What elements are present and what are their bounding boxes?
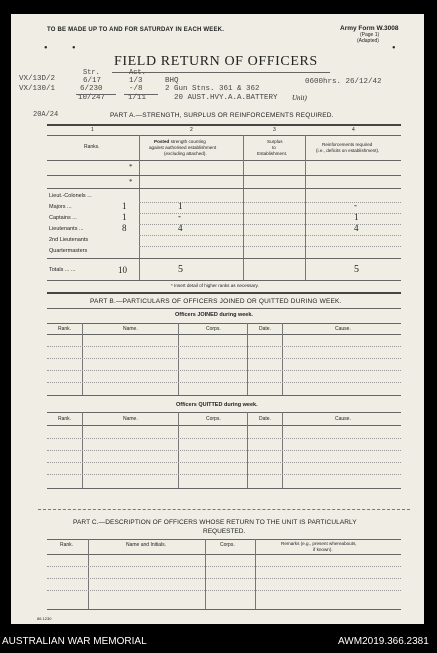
str-value-2: 6/230 bbox=[80, 85, 103, 93]
captains-reinforcements: 1 bbox=[354, 212, 359, 222]
part-c-top-rule bbox=[47, 539, 401, 540]
joined-header-date: Date. bbox=[259, 326, 271, 332]
col-number-1: 1 bbox=[91, 127, 94, 133]
str-underline bbox=[76, 94, 116, 95]
joined-header-top-rule bbox=[47, 323, 401, 324]
act-underline bbox=[124, 94, 158, 95]
part-c-header-bottom-rule bbox=[47, 554, 401, 555]
totals-reinforcements: 5 bbox=[354, 264, 359, 275]
joined-header-name: Name. bbox=[123, 326, 138, 332]
header-surplus-2: to bbox=[272, 145, 276, 150]
part-a-title: PART A.—STRENGTH, SURPLUS OR REINFORCEMENTS REQUIRED. bbox=[110, 112, 334, 119]
quitted-row-rule bbox=[47, 450, 401, 451]
rank-lieutenants: Lieutenants ... bbox=[49, 226, 84, 232]
col-number-2: 2 bbox=[190, 127, 193, 133]
joined-header-rank: Rank. bbox=[58, 326, 72, 332]
adapted-note: (Adapted) bbox=[357, 38, 379, 44]
col-number-3: 3 bbox=[273, 127, 276, 133]
quitted-title: Officers QUITTED during week. bbox=[176, 402, 258, 408]
captains-establishment: 1 bbox=[122, 212, 127, 222]
rank-majors: Majors ... bbox=[49, 204, 72, 210]
part-c-title-2: REQUESTED. bbox=[203, 528, 246, 535]
print-reference: 86 1230 bbox=[37, 616, 52, 621]
part-c-row-rule bbox=[47, 578, 401, 579]
punch-hole-right: • bbox=[392, 43, 396, 54]
joined-col-divider bbox=[82, 323, 83, 395]
majors-posted: 1 bbox=[178, 201, 183, 211]
totals-top-rule bbox=[47, 258, 401, 259]
header-posted-2: against authorised establishment bbox=[149, 145, 217, 150]
punch-hole-left: • bbox=[44, 43, 48, 54]
joined-row-rule bbox=[47, 346, 401, 347]
lieutenants-posted: 4 bbox=[178, 223, 183, 233]
header-posted-rest: strength counting bbox=[169, 139, 206, 144]
star-row-2-rule bbox=[47, 188, 401, 189]
quitted-header-corps: Corps. bbox=[206, 416, 221, 422]
joined-col-divider bbox=[282, 323, 283, 395]
joined-row-rule bbox=[47, 370, 401, 371]
joined-bottom-rule bbox=[47, 395, 401, 396]
totals-label: Totals ... ... bbox=[49, 267, 76, 273]
location-1: BHQ bbox=[165, 77, 179, 85]
totals-posted: 5 bbox=[178, 264, 183, 275]
part-a-bottom-rule bbox=[47, 292, 401, 294]
str-value-1: 6/17 bbox=[83, 77, 102, 85]
quitted-row-rule bbox=[47, 474, 401, 475]
part-c-col-divider bbox=[205, 539, 206, 609]
header-bottom-rule bbox=[47, 160, 401, 161]
header-surplus-1: Surplus bbox=[267, 139, 283, 144]
act-value-3: 1/11 bbox=[128, 94, 147, 102]
part-c-header-name: Name and Initials. bbox=[126, 542, 167, 548]
quitted-bottom-rule bbox=[47, 488, 401, 489]
date-time: 0600hrs. 26/12/42 bbox=[305, 78, 382, 86]
header-reinf-1: Reinforcements required bbox=[322, 142, 373, 147]
quitted-header-bottom-rule bbox=[47, 425, 401, 426]
part-c-row-rule bbox=[47, 566, 401, 567]
header-posted-bold: Posted bbox=[154, 139, 170, 144]
header-posted bbox=[154, 140, 206, 145]
part-c-col-divider bbox=[255, 539, 256, 609]
part-c-row-rule bbox=[47, 590, 401, 591]
form-instruction: TO BE MADE UP TO AND FOR SATURDAY IN EACH WEEK. bbox=[47, 27, 225, 33]
act-value-1: 1/3 bbox=[129, 77, 143, 85]
totals-establishment: 10 bbox=[118, 265, 127, 275]
footer-institution: AUSTRALIAN WAR MEMORIAL bbox=[2, 636, 147, 647]
quitted-header-rank: Rank. bbox=[58, 416, 72, 422]
majors-reinforcements: - bbox=[354, 200, 357, 210]
joined-header-corps: Corps. bbox=[206, 326, 221, 332]
part-b-title: PART B.—PARTICULARS OF OFFICERS JOINED OR QUITTED DURING WEEK. bbox=[90, 298, 342, 305]
lieutenants-establishment: 8 bbox=[122, 223, 127, 233]
unit-label: Unit) bbox=[292, 94, 307, 102]
col-number-4: 4 bbox=[352, 127, 355, 133]
footer-accession-number: AWM2019.366.2381 bbox=[338, 636, 429, 647]
location-2: 2 Gun Stns. 361 & 362 bbox=[165, 85, 260, 93]
quitted-header-top-rule bbox=[47, 412, 401, 413]
joined-header-bottom-rule bbox=[47, 334, 401, 335]
act-value-2: -/8 bbox=[129, 85, 143, 93]
joined-col-divider bbox=[247, 323, 248, 395]
rank-row-rule bbox=[139, 246, 401, 247]
number-row-rule bbox=[47, 135, 401, 136]
army-form-number: Army Form W.3008 bbox=[340, 25, 399, 32]
part-c-header-corps: Corps. bbox=[220, 542, 235, 548]
joined-row-rule bbox=[47, 358, 401, 359]
rank-2nd-lieutenants: 2nd Lieutenants bbox=[49, 237, 89, 243]
act-heading: Act. bbox=[129, 69, 146, 77]
typed-ref-2: VX/130/1 bbox=[19, 85, 56, 93]
punch-hole-mid: • bbox=[72, 43, 76, 54]
joined-row-rule bbox=[47, 382, 401, 383]
totals-bottom-rule bbox=[47, 280, 401, 281]
lieutenants-reinforcements: 4 bbox=[354, 223, 359, 233]
captains-posted: - bbox=[178, 211, 181, 221]
page-note: (Page 1) bbox=[360, 32, 380, 38]
str-heading: Str. bbox=[83, 69, 100, 77]
typed-ref-1: VX/13D/2 bbox=[19, 75, 56, 83]
star-row-1-rule bbox=[47, 175, 401, 176]
quitted-header-cause: Cause. bbox=[335, 416, 351, 422]
part-c-header-remarks-2: if known). bbox=[313, 547, 333, 552]
location-3: 20 AUST.HVY.A.A.BATTERY bbox=[174, 94, 278, 102]
part-a-top-rule bbox=[47, 124, 401, 126]
quitted-row-rule bbox=[47, 438, 401, 439]
rank-quartermasters: Quartermasters bbox=[49, 248, 88, 254]
rank-lieut-colonels: Lieut.-Colonels ... bbox=[49, 193, 92, 199]
star-mark-2: * bbox=[129, 178, 133, 186]
part-c-col-divider bbox=[88, 539, 89, 609]
header-ranks: Ranks. bbox=[84, 144, 100, 150]
part-c-header-remarks-1: Remarks (e.g., present whereabouts, bbox=[281, 541, 357, 546]
part-c-title-1: PART C.—DESCRIPTION OF OFFICERS WHOSE RETURN TO THE UNIT IS PARTICULARLY bbox=[73, 519, 357, 526]
page-title: FIELD RETURN OF OFFICERS bbox=[114, 54, 318, 69]
header-posted-3: (excluding attached). bbox=[164, 151, 207, 156]
perforation-line bbox=[38, 509, 410, 510]
header-reinf-2: (i.e., deficits on establishment). bbox=[316, 148, 380, 153]
rank-captains: Captains ... bbox=[49, 215, 77, 221]
quitted-header-date: Date. bbox=[259, 416, 271, 422]
joined-header-cause: Cause. bbox=[335, 326, 351, 332]
joined-title: Officers JOINED during week. bbox=[175, 312, 253, 318]
str-value-3: 10/247 bbox=[78, 94, 106, 102]
rank-row-rule bbox=[139, 235, 401, 236]
part-c-header-rank: Rank. bbox=[60, 542, 74, 548]
header-surplus-3: Establishment. bbox=[257, 151, 288, 156]
quitted-row-rule bbox=[47, 462, 401, 463]
doc-reference: 20A/24 bbox=[33, 111, 59, 119]
quitted-header-name: Name. bbox=[123, 416, 138, 422]
star-mark-1: * bbox=[129, 163, 133, 171]
part-a-footnote: * Insert detail of higher ranks as necessary. bbox=[171, 283, 259, 288]
part-b-title-rule bbox=[47, 308, 401, 309]
majors-establishment: 1 bbox=[122, 201, 127, 211]
part-c-bottom-rule bbox=[47, 609, 401, 610]
joined-col-divider bbox=[178, 323, 179, 395]
